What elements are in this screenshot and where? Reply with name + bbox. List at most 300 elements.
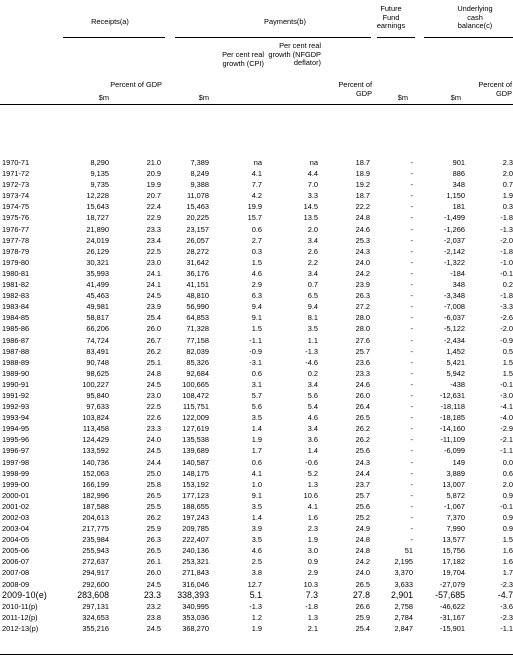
future-fund-cell: 51 — [404, 546, 413, 556]
table-row — [0, 612, 513, 623]
ucb-cell: -1,322 — [444, 257, 465, 267]
real-growth-nfgdp-cell: 8.1 — [307, 313, 318, 323]
real-growth-cpi-cell: 0.6 — [251, 368, 262, 378]
payments-cell: 340,995 — [182, 601, 209, 611]
receipts-pct-cell: 26.0 — [146, 324, 161, 334]
real-growth-cpi-cell: 1.9 — [251, 623, 262, 633]
table-row — [0, 168, 513, 179]
table-row — [0, 335, 513, 346]
receipts-cell: 26,129 — [86, 246, 109, 256]
payments-pct-cell: 23.9 — [355, 280, 370, 290]
year-cell: 2000-01 — [2, 490, 30, 500]
receipts-pct-cell: 22.9 — [146, 213, 161, 223]
year-cell: 1976-77 — [2, 224, 30, 234]
real-growth-nfgdp-cell: 4.1 — [307, 501, 318, 511]
table-row — [0, 346, 513, 357]
ucb-pct-cell: -4.0 — [500, 413, 513, 423]
real-growth-nfgdp-cell: -1.3 — [305, 346, 318, 356]
table-row — [0, 479, 513, 490]
payments-cell: 177,123 — [182, 490, 209, 500]
ucb-pct-cell: -1.0 — [500, 257, 513, 267]
ucb-pct-cell: 2.0 — [502, 479, 513, 489]
receipts-cell: 30,321 — [86, 257, 109, 267]
ucb-cell: -27,079 — [439, 579, 465, 589]
future-fund-cell: - — [410, 368, 413, 378]
ucb-pct-cell: 0.7 — [502, 180, 513, 190]
future-fund-cell: - — [410, 268, 413, 278]
real-growth-cpi-cell: 3.9 — [251, 524, 262, 534]
payments-cell: 7,389 — [190, 158, 209, 167]
real-growth-nfgdp-cell: 3.4 — [307, 379, 318, 389]
payments-cell: 127,619 — [182, 424, 209, 434]
payments-pct-header: Percent of GDP — [338, 80, 372, 98]
payments-pct-cell: 24.2 — [355, 557, 370, 567]
ucb-pct-cell: 0.9 — [502, 524, 513, 534]
receipts-pct-cell: 23.8 — [146, 612, 161, 622]
payments-pct-cell: 24.3 — [355, 246, 370, 256]
payments-cell: 31,642 — [186, 257, 209, 267]
real-growth-nfgdp-cell: 1.1 — [307, 335, 318, 345]
receipts-pct-cell: 21.0 — [146, 158, 161, 167]
year-cell: 1987-88 — [2, 346, 30, 356]
real-growth-nfgdp-cell: 0.7 — [307, 280, 318, 290]
receipts-cell: 100,227 — [82, 379, 109, 389]
table-row — [0, 579, 513, 590]
real-growth-nfgdp-cell: 3.4 — [307, 268, 318, 278]
receipts-cell: 24,019 — [86, 235, 109, 245]
ucb-cell: -184 — [450, 268, 465, 278]
ucb-cell: 901 — [452, 158, 465, 167]
ucb-cell: -6,037 — [444, 313, 465, 323]
table-row — [0, 235, 513, 246]
ucb-cell: 5,872 — [446, 490, 465, 500]
ucb-cell: 149 — [452, 457, 465, 467]
real-growth-cpi-cell: -3.1 — [249, 357, 262, 367]
receipts-cell: 255,943 — [82, 546, 109, 556]
payments-cell: 8,249 — [190, 169, 209, 179]
year-cell: 1972-73 — [2, 180, 30, 190]
table-row — [0, 445, 513, 456]
payments-cell: 100,665 — [182, 379, 209, 389]
ucb-pct-cell: -4.7 — [497, 589, 513, 600]
real-growth-cpi-cell: 1.2 — [251, 612, 262, 622]
payments-cell: 271,843 — [182, 568, 209, 578]
table-row — [0, 390, 513, 401]
year-cell: 1984-85 — [2, 313, 30, 323]
future-fund-cell: - — [410, 413, 413, 423]
future-fund-cell: - — [410, 390, 413, 400]
payments-pct-cell: 26.2 — [355, 435, 370, 445]
ucb-cell: 7,990 — [446, 524, 465, 534]
future-fund-cell: - — [410, 468, 413, 478]
real-growth-cpi-cell: -1.1 — [249, 335, 262, 345]
payments-pct-cell: 24.0 — [355, 257, 370, 267]
table-row — [0, 590, 513, 601]
table-row — [0, 512, 513, 523]
ucb-cell: -31,167 — [439, 612, 465, 622]
future-fund-cell: 3,633 — [394, 579, 413, 589]
future-fund-cell: - — [410, 202, 413, 212]
receipts-pct-cell: 24.5 — [146, 446, 161, 456]
payments-pct-cell: 24.4 — [355, 468, 370, 478]
payments-pct-cell: 26.5 — [355, 579, 370, 589]
year-cell: 1973-74 — [2, 191, 30, 201]
real-growth-cpi-cell: 0.3 — [251, 246, 262, 256]
payments-cell: 15,463 — [186, 202, 209, 212]
future-fund-group-rule — [377, 37, 415, 38]
table-row — [0, 501, 513, 512]
receipts-cell: 12,228 — [86, 191, 109, 201]
payments-pct-cell: 23.6 — [355, 357, 370, 367]
payments-cell: 115,751 — [182, 402, 209, 412]
receipts-cell: 217,775 — [82, 524, 109, 534]
future-fund-cell: - — [410, 246, 413, 256]
future-fund-cell: - — [410, 424, 413, 434]
payments-cell: 153,192 — [182, 479, 209, 489]
ucb-cell: -2,142 — [444, 246, 465, 256]
table-row — [0, 246, 513, 257]
payments-cell: 28,272 — [186, 246, 209, 256]
future-fund-cell: - — [410, 291, 413, 301]
year-cell: 1980-81 — [2, 268, 30, 278]
table-row — [0, 312, 513, 323]
year-cell: 1998-99 — [2, 468, 30, 478]
future-fund-cell: - — [410, 324, 413, 334]
ucb-cell: -18,185 — [439, 413, 465, 423]
table-row — [0, 434, 513, 445]
receipts-cell: 140,736 — [82, 457, 109, 467]
real-growth-cpi-cell: 9.1 — [251, 313, 262, 323]
ucb-pct-cell: -2.0 — [500, 235, 513, 245]
ucb-pct-cell: 0.3 — [502, 202, 513, 212]
receipts-group-header: Receipts(a) — [91, 17, 129, 26]
table-row — [0, 290, 513, 301]
real-growth-nfgdp-cell: 5.4 — [307, 402, 318, 412]
receipts-cell: 97,633 — [86, 402, 109, 412]
receipts-pct-cell: 26.3 — [146, 535, 161, 545]
year-cell: 1971-72 — [2, 169, 30, 179]
real-growth-nfgdp-cell: 13.5 — [303, 213, 318, 223]
payments-cell: 85,326 — [186, 357, 209, 367]
year-cell: 1990-91 — [2, 379, 30, 389]
future-fund-cell: - — [410, 235, 413, 245]
ucb-pct-cell: -0.9 — [500, 335, 513, 345]
payments-pct-cell: 26.5 — [355, 413, 370, 423]
future-fund-cell: - — [410, 335, 413, 345]
receipts-pct-cell: 25.8 — [146, 479, 161, 489]
table-row — [0, 490, 513, 501]
payments-pct-cell: 27.8 — [352, 589, 370, 600]
real-growth-nfgdp-cell: 4.6 — [307, 413, 318, 423]
year-cell: 1977-78 — [2, 235, 30, 245]
table-row — [0, 279, 513, 290]
payments-cell: 240,136 — [182, 546, 209, 556]
payments-cell: 26,057 — [186, 235, 209, 245]
future-fund-cell: - — [410, 213, 413, 223]
receipts-pct-cell: 24.4 — [146, 457, 161, 467]
payments-real-nfgdp-header: Per cent real growth (NFGDP deflator) — [268, 41, 321, 68]
payments-pct-cell: 25.6 — [355, 446, 370, 456]
receipts-pct-cell: 23.2 — [146, 601, 161, 611]
real-growth-nfgdp-cell: 14.5 — [303, 202, 318, 212]
receipts-cell: 58,817 — [86, 313, 109, 323]
receipts-cell: 41,499 — [86, 280, 109, 290]
receipts-cell: 283,608 — [77, 589, 109, 600]
payments-real-cpi-header: Per cent real growth (CPI) — [222, 50, 264, 68]
receipts-pct-cell: 23.3 — [146, 224, 161, 234]
ucb-pct-cell: 1.5 — [502, 357, 513, 367]
future-fund-cell: - — [410, 346, 413, 356]
real-growth-cpi-cell: 2.9 — [251, 280, 262, 290]
payments-cell: 108,472 — [182, 390, 209, 400]
real-growth-nfgdp-cell: 3.4 — [307, 424, 318, 434]
future-fund-cell: 2,847 — [394, 623, 413, 633]
payments-pct-cell: 25.7 — [355, 490, 370, 500]
real-growth-cpi-cell: 1.0 — [251, 479, 262, 489]
receipts-pct-cell: 24.0 — [146, 435, 161, 445]
receipts-cell: 21,890 — [86, 224, 109, 234]
ucb-cell: 5,942 — [446, 368, 465, 378]
table-row — [0, 357, 513, 368]
year-cell: 1995-96 — [2, 435, 30, 445]
year-cell: 1981-82 — [2, 280, 30, 290]
real-growth-nfgdp-cell: 3.5 — [307, 324, 318, 334]
receipts-pct-cell: 24.8 — [146, 368, 161, 378]
table-row — [0, 401, 513, 412]
payments-cell: 148,175 — [182, 468, 209, 478]
future-fund-cell: 2,784 — [394, 612, 413, 622]
receipts-cell: 83,491 — [86, 346, 109, 356]
ucb-cell: -7,008 — [444, 302, 465, 312]
ucb-cell: 1,452 — [446, 346, 465, 356]
ucb-pct-cell: -2.0 — [500, 324, 513, 334]
table-row — [0, 301, 513, 312]
ucb-cell: 5,421 — [446, 357, 465, 367]
ucb-pct-cell: -2.3 — [500, 579, 513, 589]
year-cell: 2008-09 — [2, 579, 30, 589]
table-row — [0, 534, 513, 545]
payments-sm-header: $m — [198, 93, 209, 102]
ucb-cell: -11,109 — [440, 435, 465, 445]
ucb-cell: -1,266 — [444, 224, 465, 234]
ucb-cell: -15,901 — [439, 623, 465, 633]
future-fund-cell: - — [410, 479, 413, 489]
receipts-pct-cell: 26.5 — [146, 546, 161, 556]
real-growth-cpi-cell: 5.7 — [251, 390, 262, 400]
real-growth-nfgdp-cell: 3.6 — [307, 435, 318, 445]
real-growth-nfgdp-cell: 2.1 — [307, 623, 318, 633]
payments-pct-cell: 28.0 — [355, 313, 370, 323]
real-growth-cpi-cell: 19.9 — [247, 202, 262, 212]
receipts-cell: 113,458 — [82, 424, 109, 434]
year-cell: 1975-76 — [2, 213, 30, 223]
real-growth-nfgdp-cell: 1.9 — [307, 535, 318, 545]
real-growth-nfgdp-cell: 10.6 — [303, 490, 318, 500]
real-growth-nfgdp-cell: 1.4 — [307, 446, 318, 456]
receipts-pct-cell: 22.5 — [146, 246, 161, 256]
receipts-cell: 355,216 — [82, 623, 109, 633]
receipts-sm-header: $m — [98, 93, 109, 102]
receipts-pct-cell: 26.1 — [146, 557, 161, 567]
real-growth-cpi-cell: 3.8 — [251, 568, 262, 578]
year-cell: 1999-00 — [2, 479, 30, 489]
receipts-pct-cell: 24.5 — [146, 623, 161, 633]
real-growth-nfgdp-cell: 5.6 — [307, 390, 318, 400]
future-fund-sm-header: $m — [397, 93, 408, 102]
ucb-pct-cell: 1.5 — [502, 368, 513, 378]
ucb-pct-cell: 2.0 — [502, 169, 513, 179]
payments-pct-cell: 24.6 — [355, 379, 370, 389]
year-cell: 1978-79 — [2, 246, 30, 256]
future-fund-cell: - — [410, 535, 413, 545]
payments-pct-cell: 26.0 — [355, 390, 370, 400]
ucb-cell: -5,122 — [444, 324, 465, 334]
ucb-pct-cell: -1.3 — [500, 224, 513, 234]
ucb-pct-cell: -0.1 — [500, 379, 513, 389]
ucb-pct-cell: 1.9 — [502, 191, 513, 201]
year-cell: 1996-97 — [2, 446, 30, 456]
receipts-cell: 152,063 — [82, 468, 109, 478]
payments-pct-cell: 25.7 — [355, 346, 370, 356]
receipts-pct-cell: 24.1 — [146, 280, 161, 290]
table-row — [0, 601, 513, 612]
payments-cell: 122,009 — [182, 413, 209, 423]
ucb-group-header: Underlying cash balance(c) — [457, 4, 493, 31]
ucb-cell: 15,756 — [442, 546, 465, 556]
receipts-cell: 272,637 — [82, 557, 109, 567]
receipts-cell: 235,984 — [82, 535, 109, 545]
payments-pct-cell: 27.6 — [355, 335, 370, 345]
receipts-cell: 9,135 — [90, 169, 109, 179]
year-cell: 1974-75 — [2, 202, 30, 212]
ucb-pct-cell: -1.1 — [500, 446, 513, 456]
receipts-pct-cell: 23.0 — [146, 257, 161, 267]
ucb-pct-cell: 0.0 — [502, 457, 513, 467]
ucb-pct-cell: 1.6 — [502, 557, 513, 567]
payments-pct-cell: 24.0 — [355, 568, 370, 578]
ucb-pct-cell: -1.8 — [500, 213, 513, 223]
ucb-pct-cell: -4.1 — [500, 402, 513, 412]
payments-pct-cell: 24.8 — [355, 546, 370, 556]
table-row — [0, 179, 513, 190]
receipts-pct-cell: 26.0 — [146, 568, 161, 578]
ucb-pct-cell: 0.9 — [502, 513, 513, 522]
year-cell: 2004-05 — [2, 535, 30, 545]
receipts-pct-cell: 22.5 — [146, 402, 161, 412]
real-growth-nfgdp-cell: 3.4 — [307, 235, 318, 245]
receipts-cell: 90,748 — [86, 357, 109, 367]
payments-pct-cell: 24.8 — [355, 535, 370, 545]
ucb-cell: -57,685 — [435, 589, 465, 600]
real-growth-nfgdp-cell: 1.3 — [307, 612, 318, 622]
real-growth-cpi-cell: 3.5 — [251, 501, 262, 511]
year-cell: 1988-89 — [2, 357, 30, 367]
future-fund-cell: - — [410, 457, 413, 467]
real-growth-cpi-cell: 5.1 — [249, 589, 262, 600]
ucb-pct-cell: -1.8 — [500, 246, 513, 256]
real-growth-nfgdp-cell: -4.6 — [305, 357, 318, 367]
ucb-pct-cell: 0.9 — [502, 490, 513, 500]
receipts-pct-cell: 20.7 — [146, 191, 161, 201]
payments-cell: 140,587 — [182, 457, 209, 467]
real-growth-cpi-cell: 2.5 — [251, 557, 262, 567]
receipts-cell: 103,824 — [82, 413, 109, 423]
ucb-group-rule — [424, 37, 513, 38]
receipts-cell: 8,290 — [90, 158, 109, 167]
year-cell: 1982-83 — [2, 291, 30, 301]
ucb-cell: 181 — [452, 202, 465, 212]
payments-cell: 253,321 — [182, 557, 209, 567]
year-cell: 1997-98 — [2, 457, 30, 467]
real-growth-cpi-cell: 4.2 — [251, 191, 262, 201]
receipts-pct-cell: 20.9 — [146, 169, 161, 179]
ucb-cell: -3,348 — [444, 291, 465, 301]
real-growth-nfgdp-cell: 4.4 — [307, 169, 318, 179]
real-growth-cpi-cell: 2.7 — [251, 235, 262, 245]
table-row — [0, 323, 513, 334]
real-growth-nfgdp-cell: 0.2 — [307, 368, 318, 378]
ucb-cell: 13,577 — [442, 535, 465, 545]
year-cell: 1989-90 — [2, 368, 30, 378]
year-cell: 2009-10(e) — [2, 589, 48, 600]
ucb-cell: 348 — [452, 280, 465, 290]
ucb-sm-header: $m — [450, 93, 461, 102]
receipts-cell: 292,600 — [82, 579, 109, 589]
real-growth-cpi-cell: 9.1 — [251, 490, 262, 500]
receipts-cell: 98,625 — [86, 368, 109, 378]
table-row — [0, 190, 513, 201]
ucb-pct-cell: 0.5 — [502, 346, 513, 356]
real-growth-cpi-cell: -1.3 — [249, 601, 262, 611]
receipts-group-rule — [63, 37, 165, 38]
payments-cell: 338,393 — [177, 589, 209, 600]
year-cell: 2012-13(p) — [2, 623, 39, 633]
real-growth-cpi-cell: 3.1 — [251, 379, 262, 389]
receipts-pct-cell: 24.5 — [146, 579, 161, 589]
payments-pct-cell: 26.2 — [355, 424, 370, 434]
real-growth-nfgdp-cell: -1.8 — [305, 601, 318, 611]
real-growth-cpi-cell: 9.4 — [251, 302, 262, 312]
real-growth-nfgdp-cell: na — [309, 158, 318, 167]
ucb-cell: -2,037 — [444, 235, 465, 245]
receipts-pct-cell: 24.5 — [146, 291, 161, 301]
receipts-pct-cell: 23.0 — [146, 390, 161, 400]
real-growth-cpi-cell: 1.5 — [251, 324, 262, 334]
real-growth-nfgdp-cell: 0.9 — [307, 557, 318, 567]
real-growth-cpi-cell: -0.9 — [249, 346, 262, 356]
year-cell: 2007-08 — [2, 568, 30, 578]
future-fund-cell: - — [410, 379, 413, 389]
future-fund-cell: - — [410, 524, 413, 534]
ucb-pct-cell: 1.5 — [502, 535, 513, 545]
table-body — [0, 157, 513, 634]
payments-pct-cell: 28.0 — [355, 324, 370, 334]
year-cell: 1979-80 — [2, 257, 30, 267]
future-fund-cell: - — [410, 435, 413, 445]
receipts-pct-header: Percent of GDP — [110, 80, 162, 89]
ucb-pct-cell: -2.1 — [500, 435, 513, 445]
real-growth-nfgdp-cell: 5.2 — [307, 468, 318, 478]
ucb-cell: -1,499 — [444, 213, 465, 223]
year-cell: 1985-86 — [2, 324, 30, 334]
real-growth-cpi-cell: 12.7 — [247, 579, 262, 589]
receipts-pct-cell: 26.2 — [146, 513, 161, 522]
future-fund-cell: 2,901 — [390, 589, 413, 600]
receipts-pct-cell: 23.3 — [146, 424, 161, 434]
future-fund-group-header: Future Fund earnings — [376, 4, 406, 31]
payments-cell: 353,036 — [182, 612, 209, 622]
payments-pct-cell: 25.4 — [355, 623, 370, 633]
